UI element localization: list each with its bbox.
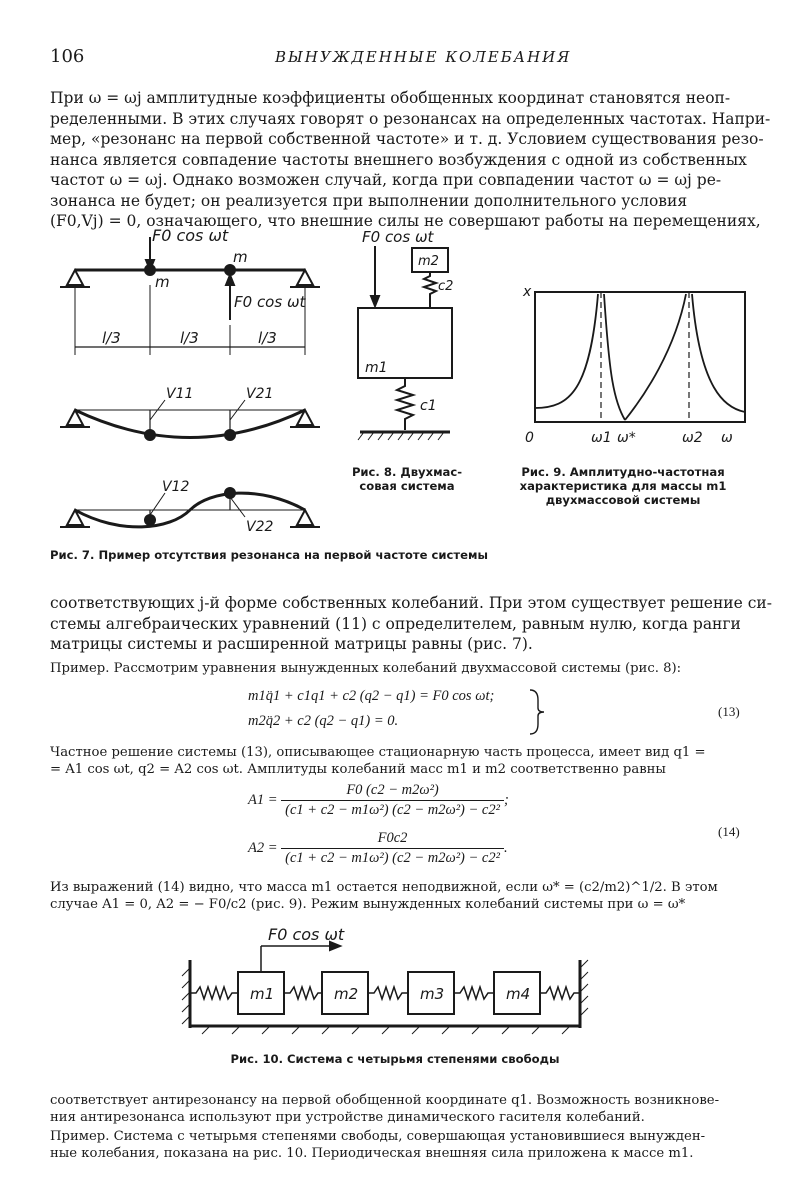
text-line: случае A1 = 0, A2 = − F0/c2 (рис. 9). Режим вынужденных колебаний системы при ω = ω*: [50, 897, 686, 912]
caption-line: Рис. 8. Двухмас-: [351, 465, 463, 479]
text-line: Пример. Система с четырьмя степенями свободы, совершающая установившиеся вынужден-: [50, 1129, 706, 1144]
text-line: матрицы системы и расширенной матрицы равны (рис. 7).: [50, 635, 533, 653]
figure-7-beam-diagram: [40, 225, 340, 545]
fig7-mode-label-v22: V22: [246, 519, 274, 535]
right-brace-icon: [528, 688, 548, 736]
fig9-x-tick: 0: [525, 430, 534, 446]
fig10-caption: Рис. 10. Система с четырьмя степенями свободы: [230, 1052, 560, 1066]
paragraph-solution: [50, 744, 740, 778]
text-line: = A1 cos ωt, q2 = A2 cos ωt. Амплитуды колебаний масс m1 и m2 соответственно равны: [50, 762, 666, 777]
text-line: ния антирезонанса используют при устройстве динамического гасителя колебаний.: [50, 1110, 645, 1125]
fig9-x-tick: ω2: [682, 430, 703, 446]
fig7-mode-label-v12: V12: [162, 479, 190, 495]
paragraph-intro: [50, 88, 771, 232]
equation-line: m2q̈2 + c2 (q2 − q1) = 0.: [248, 713, 399, 729]
fraction: [281, 830, 504, 867]
running-head: ВЫНУЖДЕННЫЕ КОЛЕБАНИЯ: [275, 48, 572, 66]
paragraph-antiresonance: [50, 879, 740, 913]
fig8-caption: [332, 465, 482, 493]
equation-lhs: A1 =: [248, 791, 278, 808]
equation-lhs: A2 =: [248, 839, 278, 856]
text-line: зонанса не будет; он реализуется при выполнении дополнительного условия: [50, 191, 688, 210]
fig8-spring1-label: c1: [420, 398, 437, 414]
fig8-mass1-label: m1: [365, 360, 388, 376]
text-line: стемы алгебраических уравнений (11) с определителем, равным нулю, когда ранги: [50, 614, 741, 633]
caption-line: характеристика для массы m1: [519, 479, 727, 493]
fig7-mass-label-left: m: [155, 273, 170, 291]
fig9-x-tick: ω: [721, 430, 733, 446]
fraction: [281, 782, 504, 819]
text-line: При ω = ωj амплитудные коэффициенты обобщенных координат становятся неоп-: [50, 89, 731, 107]
fraction-numerator: F0c2: [281, 830, 504, 849]
paragraph-damper: [50, 1092, 740, 1126]
equation-line: m1q̈1 + c1q1 + c2 (q2 − q1) = F0 cos ωt;: [248, 688, 495, 704]
fig7-segment-label: l/3: [258, 329, 277, 347]
equation-number: (13): [718, 704, 740, 719]
text-line: нанса является совпадение частоты внешнего возбуждения с одной из собственных: [50, 150, 747, 169]
text-line: Пример. Рассмотрим уравнения вынужденных колебаний двухмассовой системы (рис. 8):: [50, 661, 682, 676]
fig9-y-axis-label: x: [523, 284, 532, 300]
figure-9-amplitude-chart: [505, 280, 755, 450]
fig9-x-tick: ω*: [617, 430, 636, 446]
text-line: Частное решение системы (13), описывающее стационарную часть процесса, имеет вид q1 =: [50, 745, 706, 760]
text-line: ные колебания, показана на рис. 10. Периодическая внешняя сила приложена к массе m1.: [50, 1146, 694, 1161]
fig7-force-label-bottom: F0 cos ωt: [234, 293, 306, 311]
fig7-segment-label: l/3: [180, 329, 199, 347]
equation-14-a2: [248, 830, 508, 867]
fig7-segment-label: l/3: [102, 329, 121, 347]
fig10-force-label: F0 cos ωt: [268, 925, 345, 944]
caption-line: совая система: [359, 479, 455, 493]
fig7-caption: Рис. 7. Пример отсутствия резонанса на первой частоте системы: [50, 548, 488, 562]
fig10-mass-label: m1: [250, 985, 275, 1003]
fig7-mode-label-v21: V21: [246, 386, 274, 402]
fig7-mode-label-v11: V11: [166, 386, 194, 402]
fraction-numerator: F0 (c2 − m2ω²): [281, 782, 504, 801]
equation-number: (14): [718, 824, 740, 839]
fraction-denominator: (c1 + c2 − m1ω²) (c2 − m2ω²) − c2²: [285, 850, 500, 866]
figure-8-two-mass-system: [340, 228, 470, 458]
text-line: мер, «резонанс на первой собственной частоте» и т. д. Условием существования резо-: [50, 130, 764, 148]
equation-14-a1: [248, 782, 509, 819]
equation-punct: .: [503, 839, 508, 856]
fig8-force-label: F0 cos ωt: [362, 228, 434, 246]
paragraph-example-four-dof: [50, 1128, 740, 1162]
fig7-force-label-top: F0 cos ωt: [152, 226, 229, 245]
caption-line: Рис. 9. Амплитудно-частотная: [521, 465, 725, 479]
text-line: частот ω = ωj. Однако возможен случай, когда при совпадении частот ω = ωj ре-: [50, 171, 722, 189]
text-line: соответствует антирезонансу на первой обобщенной координате q1. Возможность возникнове-: [50, 1093, 720, 1108]
figure-10-four-dof-system: [180, 920, 600, 1035]
fig8-mass2-label: m2: [418, 254, 439, 269]
equation-13: [248, 688, 494, 730]
fig10-mass-label: m4: [506, 985, 531, 1003]
paragraph-continuation: [50, 593, 772, 655]
text-line: Из выражений (14) видно, что масса m1 остается неподвижной, если ω* = (c2/m2)^1/2. В этом: [50, 880, 718, 895]
fig10-mass-label: m2: [334, 985, 359, 1003]
fig9-caption: [498, 465, 748, 507]
fig8-spring2-label: c2: [438, 279, 454, 294]
fig7-mass-label-right: m: [233, 248, 248, 266]
page-number: 106: [50, 46, 85, 67]
caption-line: двухмассовой системы: [545, 493, 701, 507]
fig10-mass-label: m3: [420, 985, 445, 1003]
text-line: (F0,Vj) = 0, означающего, что внешние силы не совершают работы на перемещениях,: [50, 212, 761, 230]
example-intro: [50, 660, 740, 677]
equation-punct: ;: [503, 791, 509, 808]
fig9-x-tick: ω1: [591, 430, 612, 446]
text-line: ределенными. В этих случаях говорят о резонансах на определенных частотах. Напри-: [50, 109, 771, 128]
text-line: соответствующих j-й форме собственных колебаний. При этом существует решение си-: [50, 594, 772, 612]
fraction-denominator: (c1 + c2 − m1ω²) (c2 − m2ω²) − c2²: [285, 802, 500, 818]
